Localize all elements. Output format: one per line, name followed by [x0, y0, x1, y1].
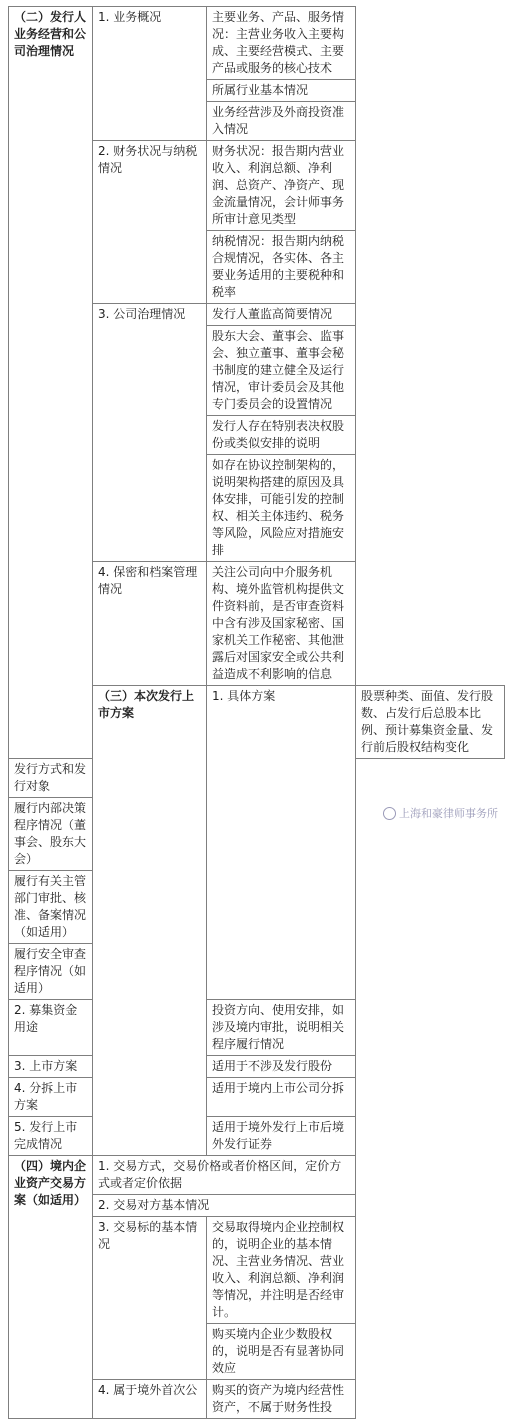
section-title: （二）发行人业务经营和公司治理情况: [9, 7, 93, 759]
item-cell: 适用于不涉及发行股份: [207, 1056, 356, 1078]
item-cell: 所属行业基本情况: [207, 80, 356, 102]
item-cell: 股票种类、面值、发行股数、占发行后总股本比例、预计募集资金量、发行前后股权结构变化: [356, 686, 505, 759]
subsection-label: 3. 公司治理情况: [93, 304, 207, 562]
item-cell: 如存在协议控制架构的，说明架构搭建的原因及具体安排，可能引发的控制权、相关主体违约、税务等风险，风险应对措施安排: [207, 455, 356, 562]
item-cell: 股东大会、董事会、监事会、独立董事、董事会秘书制度的建立健全及运行情况，审计委员会及其他专门委员会的设置情况: [207, 326, 356, 416]
item-cell: 发行方式和发行对象: [9, 759, 93, 798]
item-cell: 1. 交易方式，交易价格或者价格区间，定价方式或者定价依据: [93, 1156, 356, 1195]
subsection-label: 5. 发行上市完成情况: [9, 1117, 93, 1156]
subsection-label: 3. 上市方案: [9, 1056, 93, 1078]
item-cell: 投资方向、使用安排，如涉及境内审批，说明相关程序履行情况: [207, 1000, 356, 1056]
table-row: [9, 1078, 505, 1117]
item-cell: 纳税情况：报告期内纳税合规情况，各实体、各主要业务适用的主要税种和税率: [207, 231, 356, 304]
table-row: [9, 1000, 505, 1056]
item-cell: 履行有关主管部门审批、核准、备案情况（如适用）: [9, 871, 93, 944]
item-cell: 财务状况：报告期内营业收入、利润总额、净利润、总资产、净资产、现金流量情况，会计师事务所审计意见类型: [207, 141, 356, 231]
subsection-label: 1. 具体方案: [207, 686, 356, 1000]
item-cell: 适用于境外发行上市后境外发行证券: [207, 1117, 356, 1156]
subsection-label: 4. 属于境外首次公: [93, 1380, 207, 1419]
item-cell: 购买的资产为境内经营性资产，不属于财务性投: [207, 1380, 356, 1419]
item-cell: 发行人存在特别表决权股份或类似安排的说明: [207, 416, 356, 455]
wechat-logo-icon: [383, 807, 396, 820]
table-row: [9, 1117, 505, 1156]
item-cell: 购买境内企业少数股权的，说明是否有显著协同效应: [207, 1324, 356, 1380]
table-row: [9, 7, 505, 80]
watermark-text: 上海和豪律师事务所: [399, 807, 498, 820]
item-cell: 履行内部决策程序情况（董事会、股东大会）: [9, 798, 93, 871]
item-cell: 业务经营涉及外商投资准入情况: [207, 102, 356, 141]
subsection-label: 2. 财务状况与纳税情况: [93, 141, 207, 304]
filing-requirements-table: [8, 6, 505, 1419]
item-cell: 履行安全审查程序情况（如适用）: [9, 944, 93, 1000]
item-cell: 交易取得境内企业控制权的，说明企业的基本情况、主营业务情况、营业收入、利润总额、净利润等情况，并注明是否经审计。: [207, 1217, 356, 1324]
subsection-label: 1. 业务概况: [93, 7, 207, 141]
section-title: （三）本次发行上市方案: [93, 686, 207, 1156]
section-title: （四）境内企业资产交易方案（如适用）: [9, 1156, 93, 1419]
table-row: [9, 1056, 505, 1078]
subsection-label: 4. 分拆上市方案: [9, 1078, 93, 1117]
watermark: [383, 805, 498, 821]
subsection-label: 4. 保密和档案管理情况: [93, 562, 207, 686]
subsection-label: 3. 交易标的基本情况: [93, 1217, 207, 1380]
subsection-label: 2. 募集资金用途: [9, 1000, 93, 1056]
item-cell: 主要业务、产品、服务情况：主营业务收入主要构成、主要经营模式、主要产品或服务的核心技术: [207, 7, 356, 80]
item-cell: 关注公司向中介服务机构、境外监管机构提供文件资料前，是否审查资料中含有涉及国家秘密、国家机关工作秘密、其他泄露后对国家安全或公共利益造成不利影响的信息: [207, 562, 356, 686]
table-row: [9, 1156, 505, 1195]
item-cell: 适用于境内上市公司分拆: [207, 1078, 356, 1117]
item-cell: 2. 交易对方基本情况: [93, 1195, 356, 1217]
item-cell: 发行人董监高简要情况: [207, 304, 356, 326]
